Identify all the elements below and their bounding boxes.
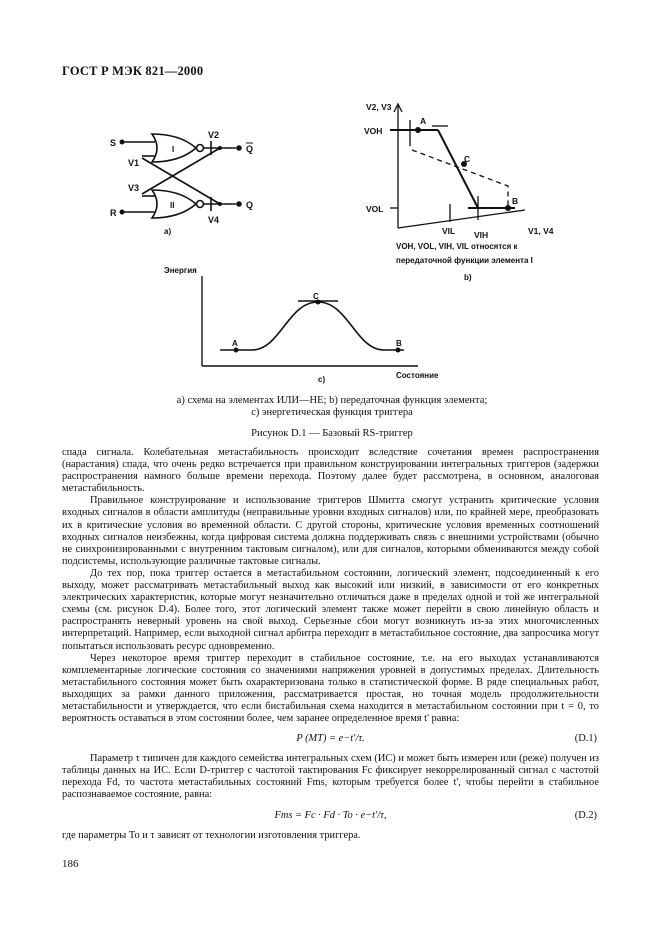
paragraph-2: Правильное конструирование и использование триггеров Шмитта смогут устранить критические условия входных сигналов в области амплитуды (неправильные уровни входных сигналов) или, по крайней мере, преобразовать их в критические условия во временной области. С другой стороны, критические условия временных соотношений входных сигналов неизбежны, когда цифровая система должна поддерживать связь с внешними устройствами (обычно не синхронизированными с внутренним тактовым сигналом), или для сигналов, которыми обмениваются между собой подсистемы, использующие различные тактовые сигналы. — [62, 495, 599, 567]
figure-a-schematic — [100, 118, 280, 238]
paragraph-6: где параметры To и τ зависят от технологии изготовления триггера. — [62, 829, 361, 841]
label-s: S — [110, 138, 117, 148]
caption-line-2: c) энергетическая функция триггера — [251, 407, 413, 418]
label-point-a: A — [420, 116, 427, 126]
label-v1: V1 — [128, 158, 140, 168]
label-voh: VOH — [364, 126, 383, 136]
x-axis — [398, 210, 525, 228]
label-max-c: C — [313, 292, 319, 301]
label-r: R — [110, 208, 117, 218]
label-min-b: B — [396, 339, 402, 348]
figure-caption — [62, 395, 602, 419]
label-v1v4: V1, V4 — [528, 226, 554, 236]
equation-d2-formula: Fms = Fc · Fd · To · e−t′/τ, — [274, 809, 387, 821]
page-number: 186 — [62, 858, 79, 870]
inverter-bubble-2 — [197, 201, 204, 208]
note-line-2: передаточной функции элемента I — [396, 256, 533, 265]
label-energy: Энергия — [164, 266, 197, 275]
figure-title: Рисунок D.1 — Базовый RS-триггер — [251, 428, 413, 439]
label-point-c: C — [464, 154, 471, 164]
page-header: ГОСТ Р МЭК 821—2000 — [62, 64, 204, 78]
equation-d1 — [62, 729, 599, 751]
equation-d2 — [62, 806, 599, 828]
label-sub-a: a) — [164, 227, 172, 236]
label-min-a: A — [232, 339, 238, 348]
label-qbar: Q — [246, 144, 254, 154]
label-state: Состояние — [396, 371, 439, 380]
label-vih: VIH — [474, 230, 489, 240]
paragraph-3: До тех пор, пока триггер остается в метастабильном состоянии, логический элемент, подсоединенный к его выходу, может рассматривать метастабильный выход как высокий или низкий, в зависимости от его конкретных электрических характеристик, которые могут незначительно отличаться даже в пределах одной и той же интегральной схемы (см. рисунок D.4). Более того, этот логический элемент также может перейти в свою линейную область и распространять неверный уровень на свой выход. Серьезные сбои могут возникнуть из-за этих многочисленных интерпретаций. Например, если выходной сигнал арбитра переходит в метастабильное состояние, два запросчика могут попытаться использовать ресурс одновременно. — [62, 567, 599, 652]
label-v2: V2 — [208, 130, 220, 140]
equation-d1-number: (D.1) — [574, 733, 597, 745]
label-q: Q — [246, 200, 254, 210]
equation-d2-number: (D.2) — [574, 809, 597, 821]
paragraph-4: Через некоторое время триггер переходит в стабильное состояние, т.е. на его выходах устанавливаются комплементарные логические состояния со значениями напряжения уровней в допустимых пределах. Длительность метастабильного состояния может быть охарактеризована только в статистической форме. В ряде специальных работ, выходящих за рамки данного приложения, рассматривается простая, но точная модель продолжительности метастабильности и утверждается, что если бистабильная схема находится в метастабильном состоянии при t = 0, то вероятность оставаться в этом состоянии более, чем заранее определенное время t' равна: — [62, 652, 599, 725]
label-vol: VOL — [366, 204, 384, 214]
equation-d1-formula: P (MT) = e−t′/τ. — [296, 733, 365, 745]
label-gate-ii: II — [170, 201, 175, 210]
body-text — [62, 447, 599, 842]
label-vil: VIL — [442, 226, 456, 236]
label-gate-i: I — [172, 145, 175, 154]
label-v3: V3 — [128, 183, 140, 193]
paragraph-5: Параметр τ типичен для каждого семейства интегральных схем (ИС) и может быть измерен или (реже) получен из таблицы данных на ИС. Если D-триггер с частотой тактирования Fc фиксирует некоррелированный сигнал с частотой перехода Fd, то частота метастабильных состояний Fms, которым требуется более t', чтобы перейти в стабильное распознаваемое состояние, равна: — [62, 753, 599, 801]
note-line-1: VOH, VOL, VIH, VIL относятся к — [396, 242, 518, 251]
label-point-b: B — [512, 196, 519, 206]
caption-line-1: a) схема на элементах ИЛИ—НЕ; b) передаточная функция элемента; — [176, 395, 488, 406]
paragraph-1: спада сигнала. Колебательная метастабильность происходит вследствие сочетания времен распространения (нарастания) спада, что очень редко встречается при правильном конструировании интегральных триггеров (задержки распространения намного больше времени перехода. Поэтому далее будет рассмотрена, в основном, аналоговая метастабильность. — [62, 447, 599, 495]
label-sub-c: c) — [318, 375, 326, 384]
label-v2v3: V2, V3 — [366, 102, 392, 112]
label-sub-b: b) — [464, 273, 472, 282]
label-v4: V4 — [208, 215, 220, 225]
figure-c-energy — [160, 262, 450, 386]
figure-b-transfer — [360, 98, 560, 288]
inverter-bubble-1 — [197, 145, 204, 152]
